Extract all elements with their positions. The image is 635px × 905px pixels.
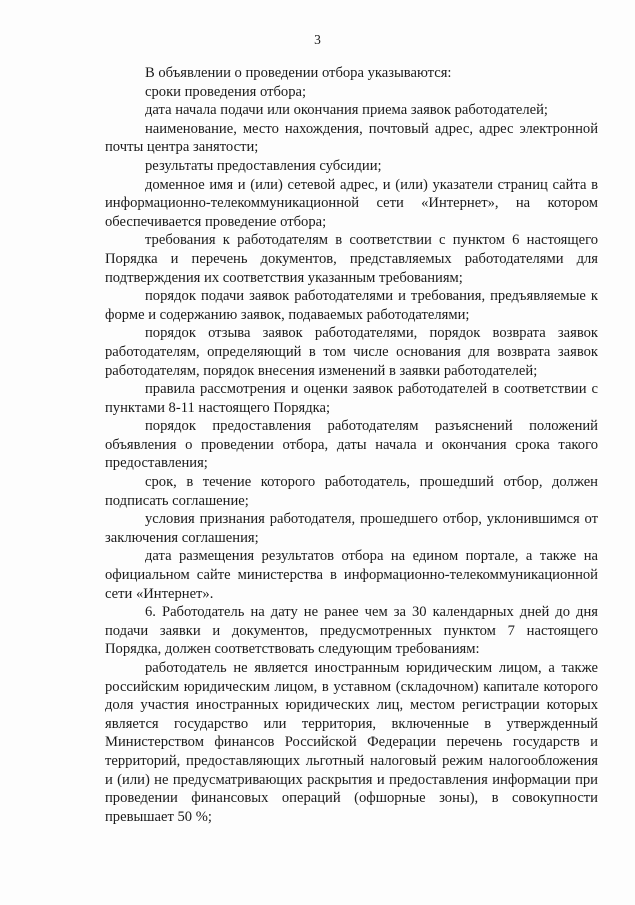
document-body bbox=[105, 64, 598, 826]
paragraph: дата размещения результатов отбора на едином портале, а также на официальном сайте министерства в информационно-телекоммуникационной сети «Интернет». bbox=[105, 548, 598, 602]
paragraph: работодатель не является иностранным юридическим лицом, а также российским юридическим лицом, в уставном (складочном) капитале которого доля участия иностранных юридических лиц, местом регистрации которых является государство или территория, включенные в утвержденный Министерством финансов Российской Федерации перечень государств и территорий, предоставляющих льготный налоговый режим налогообложения и (или) не предусматривающих раскрытия и предоставления информации при проведении финансовых операций (офшорные зоны), в совокупности превышает 50 %; bbox=[105, 660, 598, 825]
paragraph: срок, в течение которого работодатель, прошедший отбор, должен подписать соглашение; bbox=[105, 474, 598, 509]
paragraph: 6. Работодатель на дату не ранее чем за 30 календарных дней до дня подачи заявки и документов, предусмотренных пунктом 7 настоящего Порядка, должен соответствовать следующим требованиям: bbox=[105, 604, 598, 658]
paragraph: правила рассмотрения и оценки заявок работодателей в соответствии с пунктами 8-11 настоящего Порядка; bbox=[105, 381, 598, 416]
paragraph: порядок предоставления работодателям разъяснений положений объявления о проведении отбора, даты начала и окончания срока такого предоставления; bbox=[105, 418, 598, 472]
paragraph: сроки проведения отбора; bbox=[145, 83, 307, 100]
paragraph: наименование, место нахождения, почтовый адрес, адрес электронной почты центра занятости; bbox=[105, 120, 598, 156]
paragraph: требования к работодателям в соответствии с пунктом 6 настоящего Порядка и перечень документов, представляемых работодателями для подтверждения их соответствия указанным требованиям; bbox=[105, 232, 598, 286]
paragraph: условия признания работодателя, прошедшего отбор, уклонившимся от заключения соглашения; bbox=[105, 511, 598, 546]
paragraph: В объявлении о проведении отбора указываются: bbox=[145, 65, 452, 81]
paragraph: порядок подачи заявок работодателями и требования, предъявляемые к форме и содержанию заявок, подаваемых работодателями; bbox=[105, 288, 598, 323]
page-number: 3 bbox=[314, 32, 321, 47]
paragraph: дата начала подачи или окончания приема заявок работодателей; bbox=[145, 102, 548, 119]
paragraph: порядок отзыва заявок работодателями, порядок возврата заявок работодателям, определяющий в том числе основания для возврата заявок работодателям, порядок внесения изменений в заявки работодателей; bbox=[105, 325, 598, 379]
paragraph: доменное имя и (или) сетевой адрес, и (или) указатели страниц сайта в информационно-телекоммуникационной сети «Интернет», на котором обеспечивается проведение отбора; bbox=[105, 176, 598, 230]
paragraph: результаты предоставления субсидии; bbox=[145, 157, 382, 174]
